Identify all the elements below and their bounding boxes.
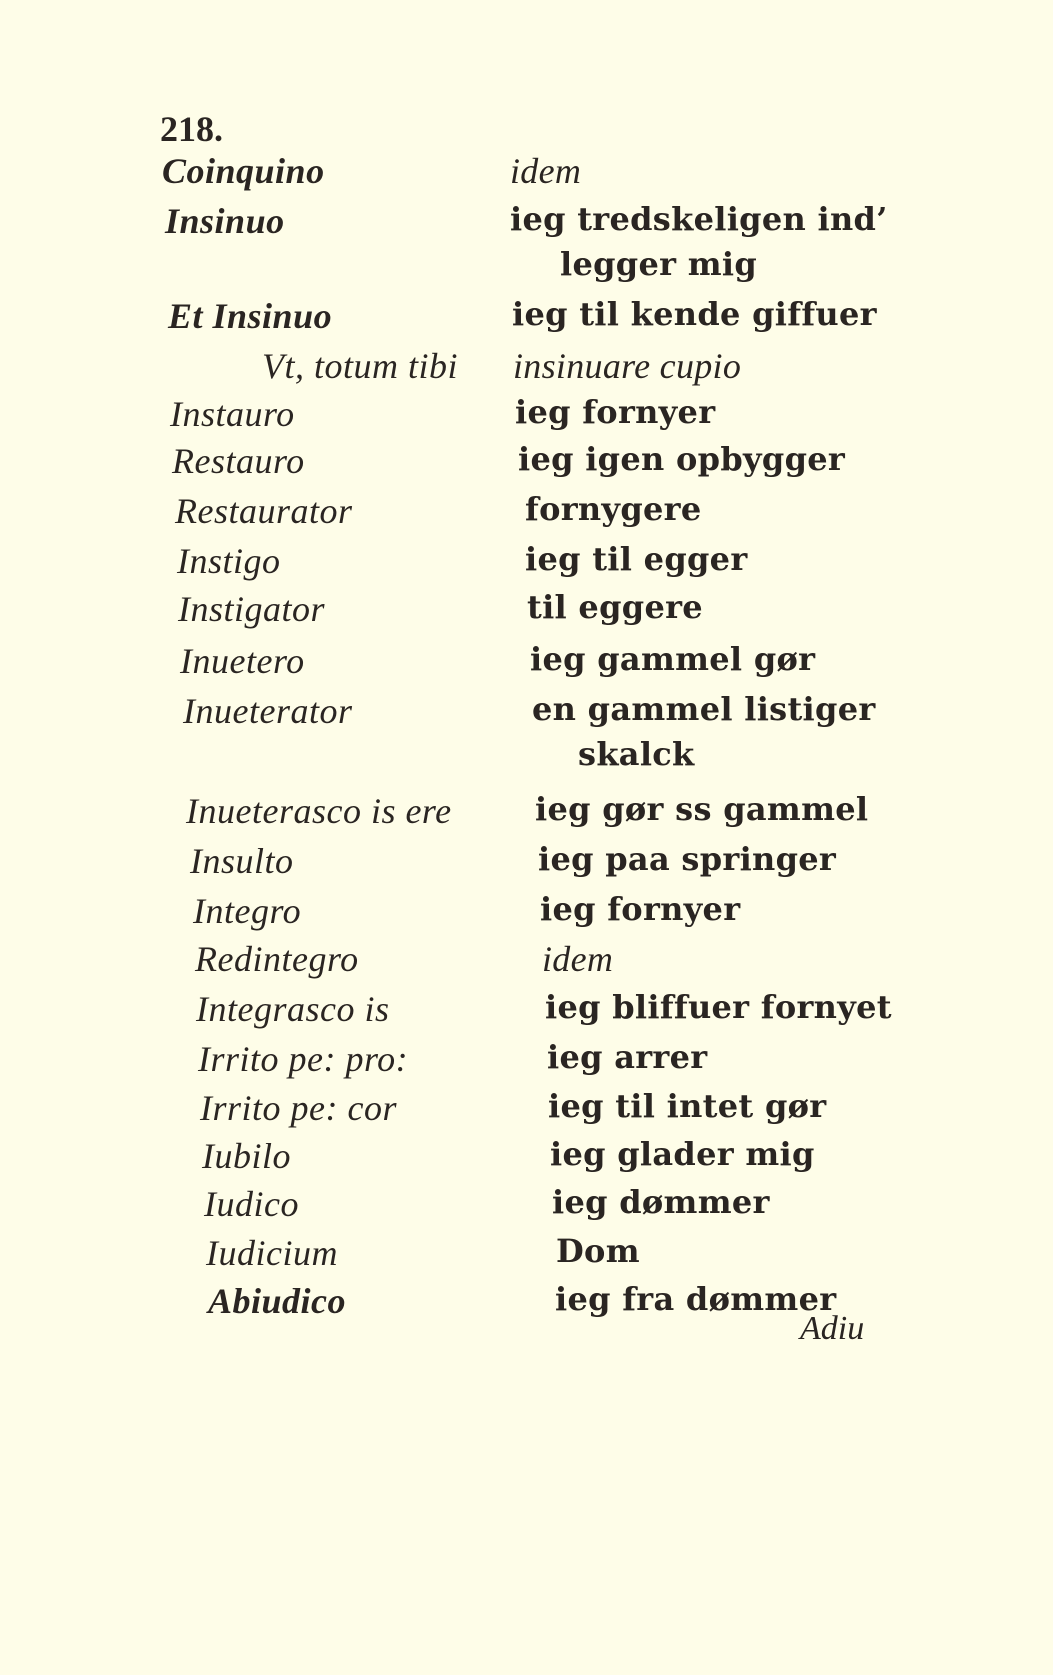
list-item	[0, 890, 1053, 938]
list-item	[0, 393, 1053, 441]
danish-translation: skalck	[578, 735, 695, 773]
danish-translation: ieg glader mig	[550, 1135, 815, 1173]
list-item	[0, 1038, 1053, 1086]
list-item	[0, 490, 1053, 538]
danish-translation: ieg arrer	[547, 1038, 708, 1076]
danish-translation: legger mig	[560, 245, 758, 283]
latin-term: Redintegro	[195, 939, 359, 979]
latin-term: Coinquino	[162, 151, 325, 191]
danish-translation: ieg til kende giffuer	[512, 295, 877, 333]
danish-translation: ieg fornyer	[540, 890, 741, 928]
list-item	[0, 1183, 1053, 1231]
danish-translation: fornygere	[525, 490, 702, 528]
latin-term: Instigator	[178, 589, 326, 629]
danish-translation: til eggere	[527, 588, 703, 626]
latin-term: Inueterator	[183, 691, 353, 731]
list-item	[0, 1280, 1053, 1328]
danish-translation: ieg fra dømmer	[555, 1280, 837, 1318]
latin-term: Integro	[193, 891, 302, 931]
danish-translation: ieg tredskeligen ind’	[510, 200, 888, 238]
danish-translation: ieg fornyer	[515, 393, 716, 431]
latin-term: Integrasco is	[196, 989, 390, 1029]
danish-translation: insinuare cupio	[513, 346, 742, 386]
latin-term: Instauro	[170, 394, 295, 434]
danish-translation: ieg til intet gør	[548, 1087, 827, 1125]
catchword: Adiu	[800, 1310, 865, 1347]
latin-term: Inueterasco is ere	[186, 791, 452, 831]
latin-term: Instigo	[177, 541, 281, 581]
latin-term: Inuetero	[180, 641, 305, 681]
list-item	[0, 840, 1053, 888]
list-item	[0, 988, 1053, 1036]
list-item	[0, 150, 1053, 198]
list-item	[0, 345, 1053, 393]
list-item	[0, 1135, 1053, 1183]
latin-term: Restauro	[172, 441, 305, 481]
danish-translation: idem	[542, 939, 614, 979]
latin-term: Irrito pe: cor	[200, 1088, 397, 1128]
danish-translation: idem	[510, 151, 582, 191]
danish-translation: ieg dømmer	[552, 1183, 770, 1221]
danish-translation: Dom	[556, 1232, 640, 1270]
list-item	[0, 440, 1053, 488]
list-item	[0, 295, 1053, 343]
danish-translation: ieg gammel gør	[530, 640, 816, 678]
latin-term: Vt, totum tibi	[262, 346, 458, 386]
list-item	[0, 1232, 1053, 1280]
list-item	[0, 245, 1053, 293]
list-item	[0, 690, 1053, 738]
danish-translation: ieg gør ss gammel	[535, 790, 869, 828]
list-item	[0, 588, 1053, 636]
page-number: 218.	[160, 109, 223, 149]
list-item	[0, 1087, 1053, 1135]
latin-term: Iudicium	[206, 1233, 338, 1273]
latin-term: Insulto	[190, 841, 294, 881]
list-item	[0, 540, 1053, 588]
list-item	[0, 640, 1053, 688]
latin-term: Iudico	[204, 1184, 299, 1224]
danish-translation: ieg igen opbygger	[518, 440, 846, 478]
latin-term: Iubilo	[202, 1136, 291, 1176]
list-item	[0, 200, 1053, 248]
danish-translation: ieg paa springer	[538, 840, 837, 878]
latin-term: Insinuo	[165, 201, 285, 241]
danish-translation: en gammel listiger	[532, 690, 876, 728]
latin-term: Restaurator	[175, 491, 353, 531]
danish-translation: ieg bliffuer fornyet	[545, 988, 892, 1026]
list-item	[0, 790, 1053, 838]
latin-term: Abiudico	[208, 1281, 347, 1321]
latin-term: Et Insinuo	[168, 296, 333, 336]
list-item	[0, 938, 1053, 986]
latin-term: Irrito pe: pro:	[198, 1039, 409, 1079]
list-item	[0, 735, 1053, 783]
danish-translation: ieg til egger	[525, 540, 748, 578]
